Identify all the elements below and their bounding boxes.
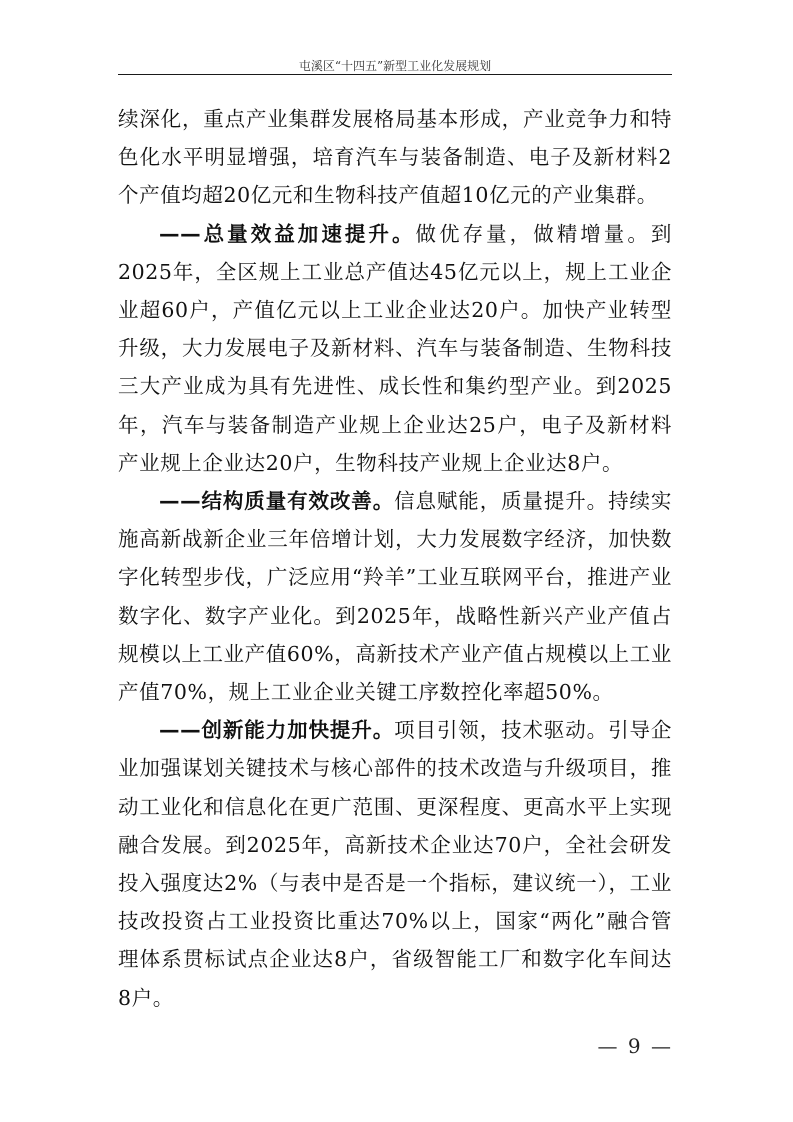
paragraph-text: 信息赋能，质量提升。持续实施高新战新企业三年倍增计划，大力发展数字经济，加快数字化转型步伐，广泛应用“羚羊”工业互联网平台，推进产业数字化、数字产业化。到2025年，战略性新兴产业产值占规模以上工业产值60%，高新技术产业产值占规模以上工业产值70%，规上工业企业关键工序数控化率超50%。 bbox=[118, 489, 672, 705]
page-number: — 9 — bbox=[597, 1034, 673, 1058]
document-body bbox=[118, 100, 672, 1017]
paragraph-text: 做优存量，做精增量。到2025年，全区规上工业总产值达45亿元以上，规上工业企业超60户，产值亿元以上工业企业达20户。加快产业转型升级，大力发展电子及新材料、汽车与装备制造、生物科技三大产业成为具有先进性、成长性和集约型产业。到2025年，汽车与装备制造产业规上企业达25户，电子及新材料产业规上企业达20户，生物科技产业规上企业达8户。 bbox=[118, 221, 672, 475]
paragraph-lead-heading: ——创新能力加快提升。 bbox=[159, 718, 395, 743]
paragraph-innovation-capacity bbox=[118, 711, 672, 1017]
running-header: 屯溪区“十四五”新型工业化发展规划 bbox=[118, 60, 672, 75]
paragraph-text: 续深化，重点产业集群发展格局基本形成，产业竞争力和特色化水平明显增强，培育汽车与装备制造、电子及新材料2个产值均超20亿元和生物科技产值超10亿元的产业集群。 bbox=[118, 107, 672, 208]
paragraph-intro-continuation bbox=[118, 100, 672, 215]
paragraph-total-benefit bbox=[118, 215, 672, 482]
paragraph-text: 项目引领，技术驱动。引导企业加强谋划关键技术与核心部件的技术改造与升级项目，推动工业化和信息化在更广范围、更深程度、更高水平上实现融合发展。到2025年，高新技术企业达70户，全社会研发投入强度达2%（与表中是否是一个指标，建议统一），工业技改投资占工业投资比重达70%以上，国家“两化”融合管理体系贯标试点企业达8户，省级智能工厂和数字化车间达8户。 bbox=[118, 718, 672, 1010]
paragraph-lead-heading: ——总量效益加速提升。 bbox=[159, 221, 416, 246]
paragraph-structure-quality bbox=[118, 482, 672, 711]
paragraph-lead-heading: ——结构质量有效改善。 bbox=[159, 489, 395, 514]
